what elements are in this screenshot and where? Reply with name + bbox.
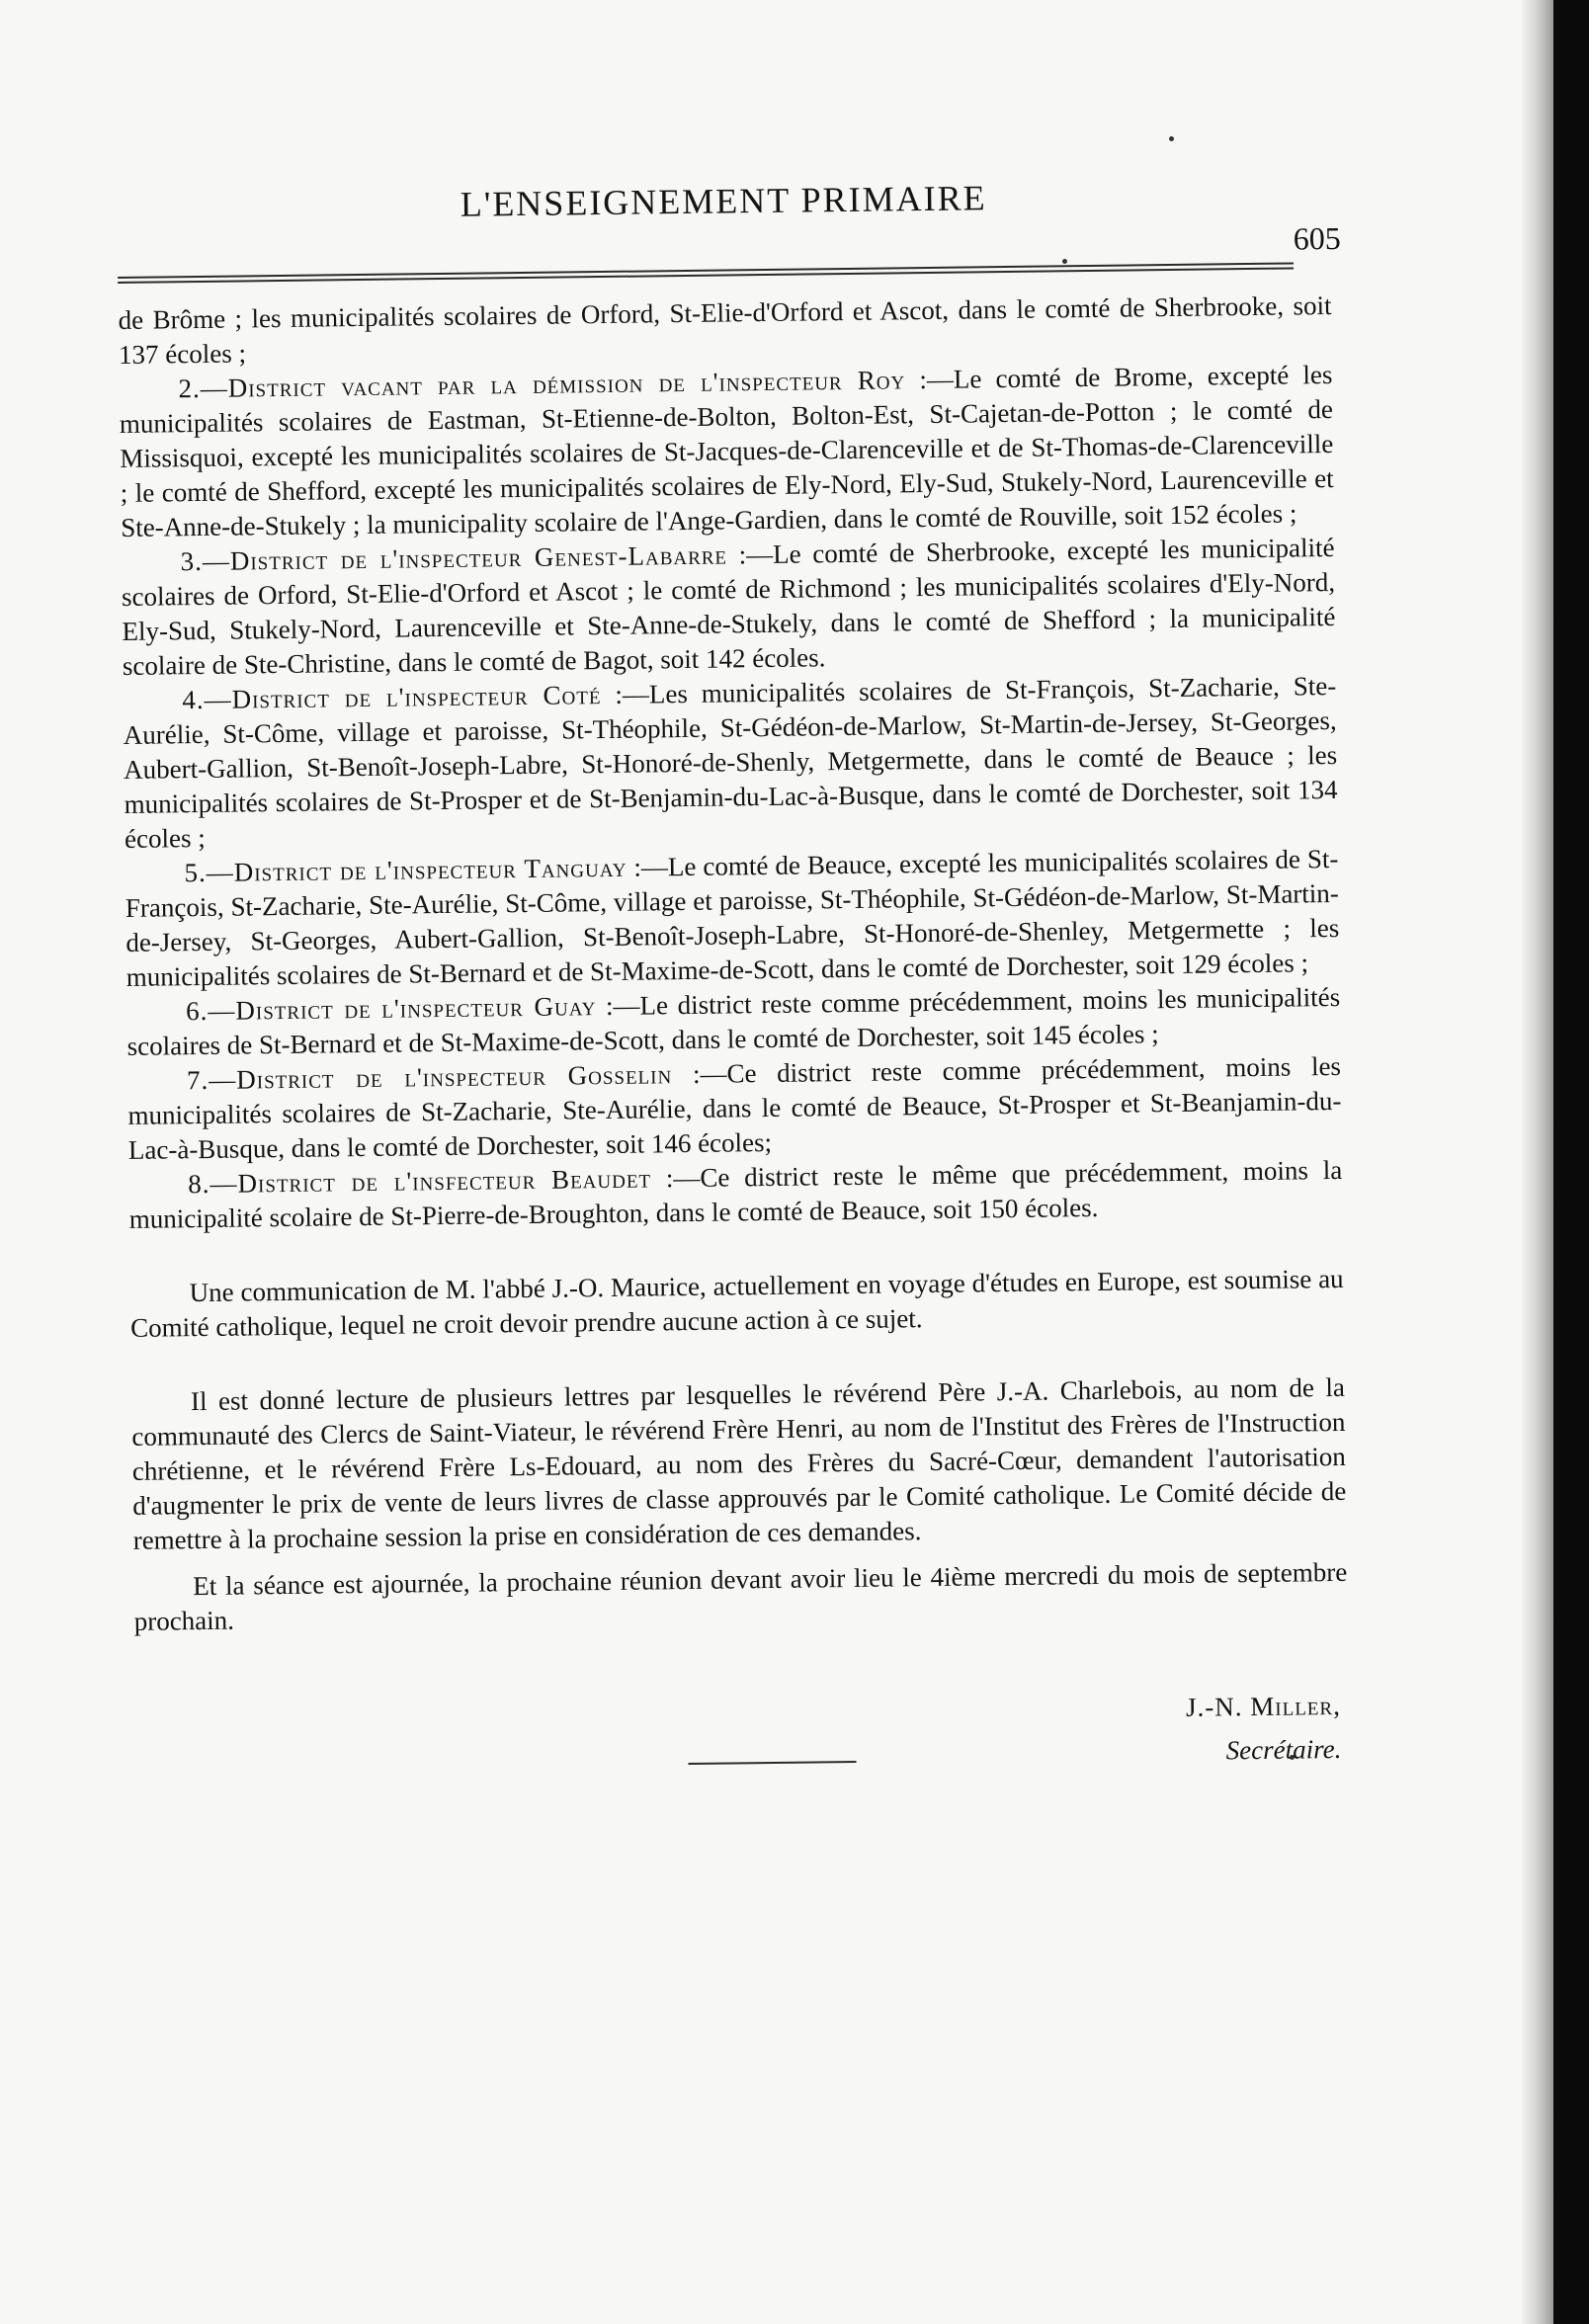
signature-block: [135, 1684, 1350, 1785]
district-heading: 8.—District de l'insfecteur Beaudet: [188, 1163, 652, 1200]
paragraph-text: :—Ce district reste le même que précédemment, moins la municipalité scolaire de St-Pierre-de-Broughton, dans le comté de Beauce, soit 150 écoles.: [128, 1154, 1343, 1234]
district-paragraph: [125, 842, 1340, 995]
page-gutter-shadow: [1522, 0, 1553, 2324]
ink-speck: [1169, 136, 1174, 141]
running-title: L'ENSEIGNEMENT PRIMAIRE: [460, 178, 987, 224]
district-heading: 2.—District vacant par la démission de l'inspecteur Roy: [178, 365, 906, 404]
district-paragraph: [123, 669, 1338, 857]
signature-name: J.-N. Miller,: [1185, 1690, 1342, 1722]
district-heading: 5.—District de l'inspecteur Tanguay: [184, 852, 627, 888]
page-number: 605: [1293, 219, 1341, 257]
page-content: [117, 173, 1350, 1787]
signature-role: Secrétaire.: [1225, 1733, 1342, 1766]
letters-paragraph: Il est donné lecture de plusieurs lettres par lesquelles le révérend Père J.-A. Charlebois, au nom de la communauté des Clercs de Saint-Viateur, le révérend Frère Henri, au nom de l'Institut des Frères de l'Instruction chrétienne, et le révérend Frère Ls-Edouard, au nom des Frères du Sacré-Cœur, demandent l'autorisation d'augmenter le prix de vente de leurs livres de classe approuvés par le Comité catholique. Le Comité décide de remettre à la prochaine session la prise en considération de ces demandes.: [131, 1371, 1347, 1555]
paragraph-text: :—Le comté de Sherbrooke, excepté les municipalité scolaires de Orford, St-Elie-d'Orford et Ascot ; le comté de Richmond ; les municipalités scolaires d'Ely-Nord, Ely-Sud, Stukely-Nord, Laurenceville et Ste-Anne-de-Stukely, dans le comté de Shefford ; la municipalité scolaire de Ste-Christine, dans le comté de Bagot, soit 142 écoles.: [121, 532, 1336, 681]
district-paragraph: [119, 358, 1334, 545]
header-rule: [118, 262, 1294, 284]
district-heading: 3.—District de l'inspecteur Genest-Labarre: [180, 540, 728, 577]
paragraph-text: :—Ce district reste comme précédemment, moins les municipalités scolaires de St-Zacharie, Ste-Aurélie, dans le comté de Beauce, St-Prosper et St-Beanjamin-du-Lac-à-Busque, dans le comté de Dorchester, soit 146 écoles;: [127, 1050, 1342, 1165]
paragraph-text: de Brôme ; les municipalités scolaires de Orford, St-Elie-d'Orford et Ascot, dans le comté de Sherbrooke, soit 137 écoles ;: [118, 290, 1332, 370]
district-heading: 4.—District de l'inspecteur Coté: [182, 680, 602, 715]
paragraph-text: :—Le comté de Beauce, excepté les municipalités scolaires de St-François, St-Zacharie, Ste-Aurélie, St-Côme, village et paroisse, St-Théophile, St-Gédéon-de-Marlow, St-Martin-de-Jersey, St-Georges, Aubert-Gallion, St-Benoît-Joseph-Labre, St-Honoré-de-Shenley, Metgermette ; les municipalités scolaires de St-Bernard et de St-Maxime-de-Scott, dans le comté de Dorchester, soit 129 écoles ;: [125, 843, 1340, 992]
district-paragraph: [127, 1049, 1342, 1168]
communication-paragraph: Une communication de M. l'abbé J.-O. Maurice, actuellement en voyage d'études en Europe, est soumise au Comité catholique, lequel ne croit devoir prendre aucune action à ce sujet.: [129, 1263, 1344, 1343]
paragraph-text: :—Le comté de Brome, excepté les municipalités scolaires de Eastman, St-Etienne-de-Bolton, Bolton-Est, St-Cajetan-de-Potton ; le comté de Missisquoi, excepté les municipalités scolaires de St-Jacques-de-Clarenceville et de St-Thomas-de-Clarenceville ; le comté de Shefford, excepté les municipalités scolaires de Ely-Nord, Ely-Sud, Stukely-Nord, Laurenceville et Ste-Anne-de-Stukely ; la municipality scolaire de l'Ange-Gardien, dans le comté de Rouville, soit 152 écoles ;: [119, 359, 1334, 542]
district-heading: 6.—District de l'inspecteur Guay: [186, 991, 597, 1027]
district-paragraph: [121, 531, 1336, 684]
page-header: [117, 173, 1341, 257]
adjournment-paragraph: Et la séance est ajournée, la prochaine réunion devant avoir lieu le 4ième mercredi du mois de septembre prochain.: [133, 1556, 1348, 1636]
paragraph-text: :—Les municipalités scolaires de St-François, St-Zacharie, Ste-Aurélie, St-Côme, village et paroisse, St-Théophile, St-Gédéon-de-Marlow, St-Martin-de-Jersey, St-Georges, Aubert-Gallion, St-Benoît-Joseph-Labre, St-Honoré-de-Shenly, Metgermette, dans le comté de Beauce ; les municipalités scolaires de St-Prosper et de St-Benjamin-du-Lac-à-Busque, dans le comté de Dorchester, soit 134 écoles ;: [123, 670, 1338, 854]
paragraph-text: :—Le district reste comme précédemment, moins les municipalités scolaires de St-Bernard et de St-Maxime-de-Scott, dans le comté de Dorchester, soit 145 écoles ;: [126, 981, 1341, 1061]
district-heading: 7.—District de l'inspecteur Gosselin: [186, 1059, 673, 1096]
body-text: [118, 289, 1347, 1639]
